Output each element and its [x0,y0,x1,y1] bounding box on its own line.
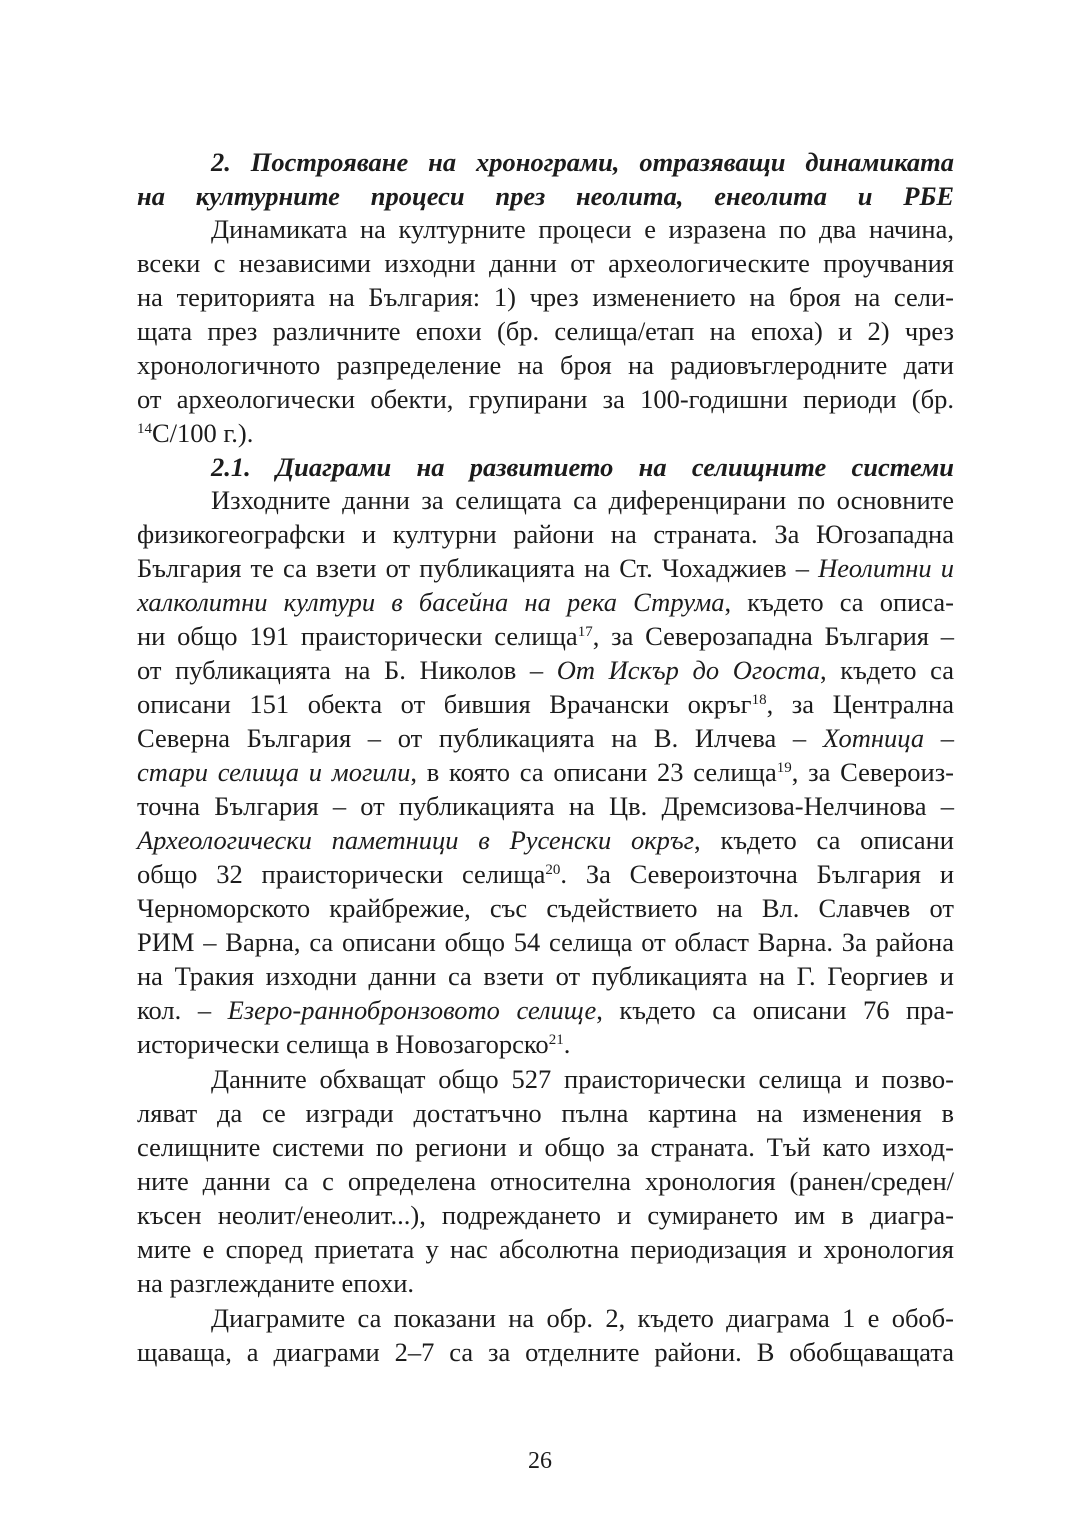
footnote-ref: 18 [751,692,767,708]
text-line: на разглежданите епохи. [137,1268,415,1298]
text-line: физикогеографски и културни райони на страната. За Югозападна [137,519,954,549]
text-line: Изходните данни за селищата са диференцирани по основните [211,485,954,515]
text-line: България те са взети от публикацията на Ст. Чохаджиев – Неолитни и [137,553,955,583]
text-line: Черноморското крайбрежие, със съдействието на Вл. Славчев от [137,893,954,923]
text-line: стари селища и могили, в която са описани 23 селища$^{19}$, за Североиз- [137,757,954,787]
text-line: от археологически обекти, групирани за 100-годишни периоди (бр. [137,384,954,414]
text-line: Динамиката на културните процеси е изразена по два начина, [211,214,954,244]
text-line: исторически селища в Новозагорско$^{21}$. [137,1029,571,1059]
text-line: $^{14}$C/100 г.). [137,418,254,448]
subsection-heading: 2.1. Диаграми на развитието на селищните системи [211,452,954,482]
text-line: Диаграмите са показани на обр. 2, където диаграма 1 е обоб- [211,1303,954,1333]
text-line: хронологичното разпределение на броя на радиовъглеродните дати [137,350,954,380]
text-line: кол. – Езеро-раннобронзовото селище, където са описани 76 пра- [137,995,954,1025]
text-line: щата през различните епохи (бр. селища/етап на епоха) и 2) чрез [137,316,954,346]
text-line: ни общо 191 праисторически селища$^{17}$, за Северозападна България – [137,621,954,651]
text-line: на територията на България: 1) чрез изменението на броя на сели- [137,282,954,312]
text-line: селищните системи по региони и общо за страната. Тъй като изход- [137,1132,954,1162]
text-line: щаваща, а диаграми 2–7 са за отделните райони. В обобщаващата [137,1337,954,1367]
text-line: точна България – от публикацията на Цв. Дремсизова-Нелчинова – [137,791,954,821]
footnote-ref: 21 [548,1032,564,1048]
text-line: Археологически паметници в Русенски окръг, където са описани [137,825,954,855]
text-line: всеки с независими изходни данни от археологическите проучвания [137,248,954,278]
page-number: 26 [528,1448,552,1474]
text-line: на Тракия изходни данни са взети от публикацията на Г. Георгиев и [137,961,954,991]
text-line: мите е според приетата у нас абсолютна периодизация и хронология [137,1234,954,1264]
footnote-ref: 19 [776,760,792,776]
text-line: късен неолит/енеолит...), подреждането и сумирането им в диагра- [137,1200,954,1230]
text-line: халколитни култури в басейна на река Струма, където са описа- [137,587,954,617]
text-line: Северна България – от публикацията на В. Илчева – Хотница – [137,723,954,753]
text-line: описани 151 обекта от бившия Врачански окръг$^{18}$, за Централна [137,689,954,719]
section-heading-cont: на културните процеси през неолита, енеолита и РБЕ [137,181,954,211]
text-line: Данните обхващат общо 527 праисторически селища и позво- [211,1064,954,1094]
text-line: ляват да се изгради достатъчно пълна картина на изменения в [137,1098,954,1128]
text-line: от публикацията на Б. Николов – От Искър до Огоста, където са [137,655,954,685]
footnote-ref: 20 [545,862,561,878]
superscript: 14 [137,421,152,437]
section-heading: 2. Построяване на хронограми, отразяващи динамиката [211,147,954,177]
text-line: РИМ – Варна, са описани общо 54 селища от област Варна. За района [137,927,954,957]
text-line: общо 32 праисторически селища$^{20}$. За Североизточна България и [137,859,954,889]
footnote-ref: 17 [577,624,593,640]
text-line: ните данни са с определена относителна хронология (ранен/среден/ [137,1166,954,1196]
